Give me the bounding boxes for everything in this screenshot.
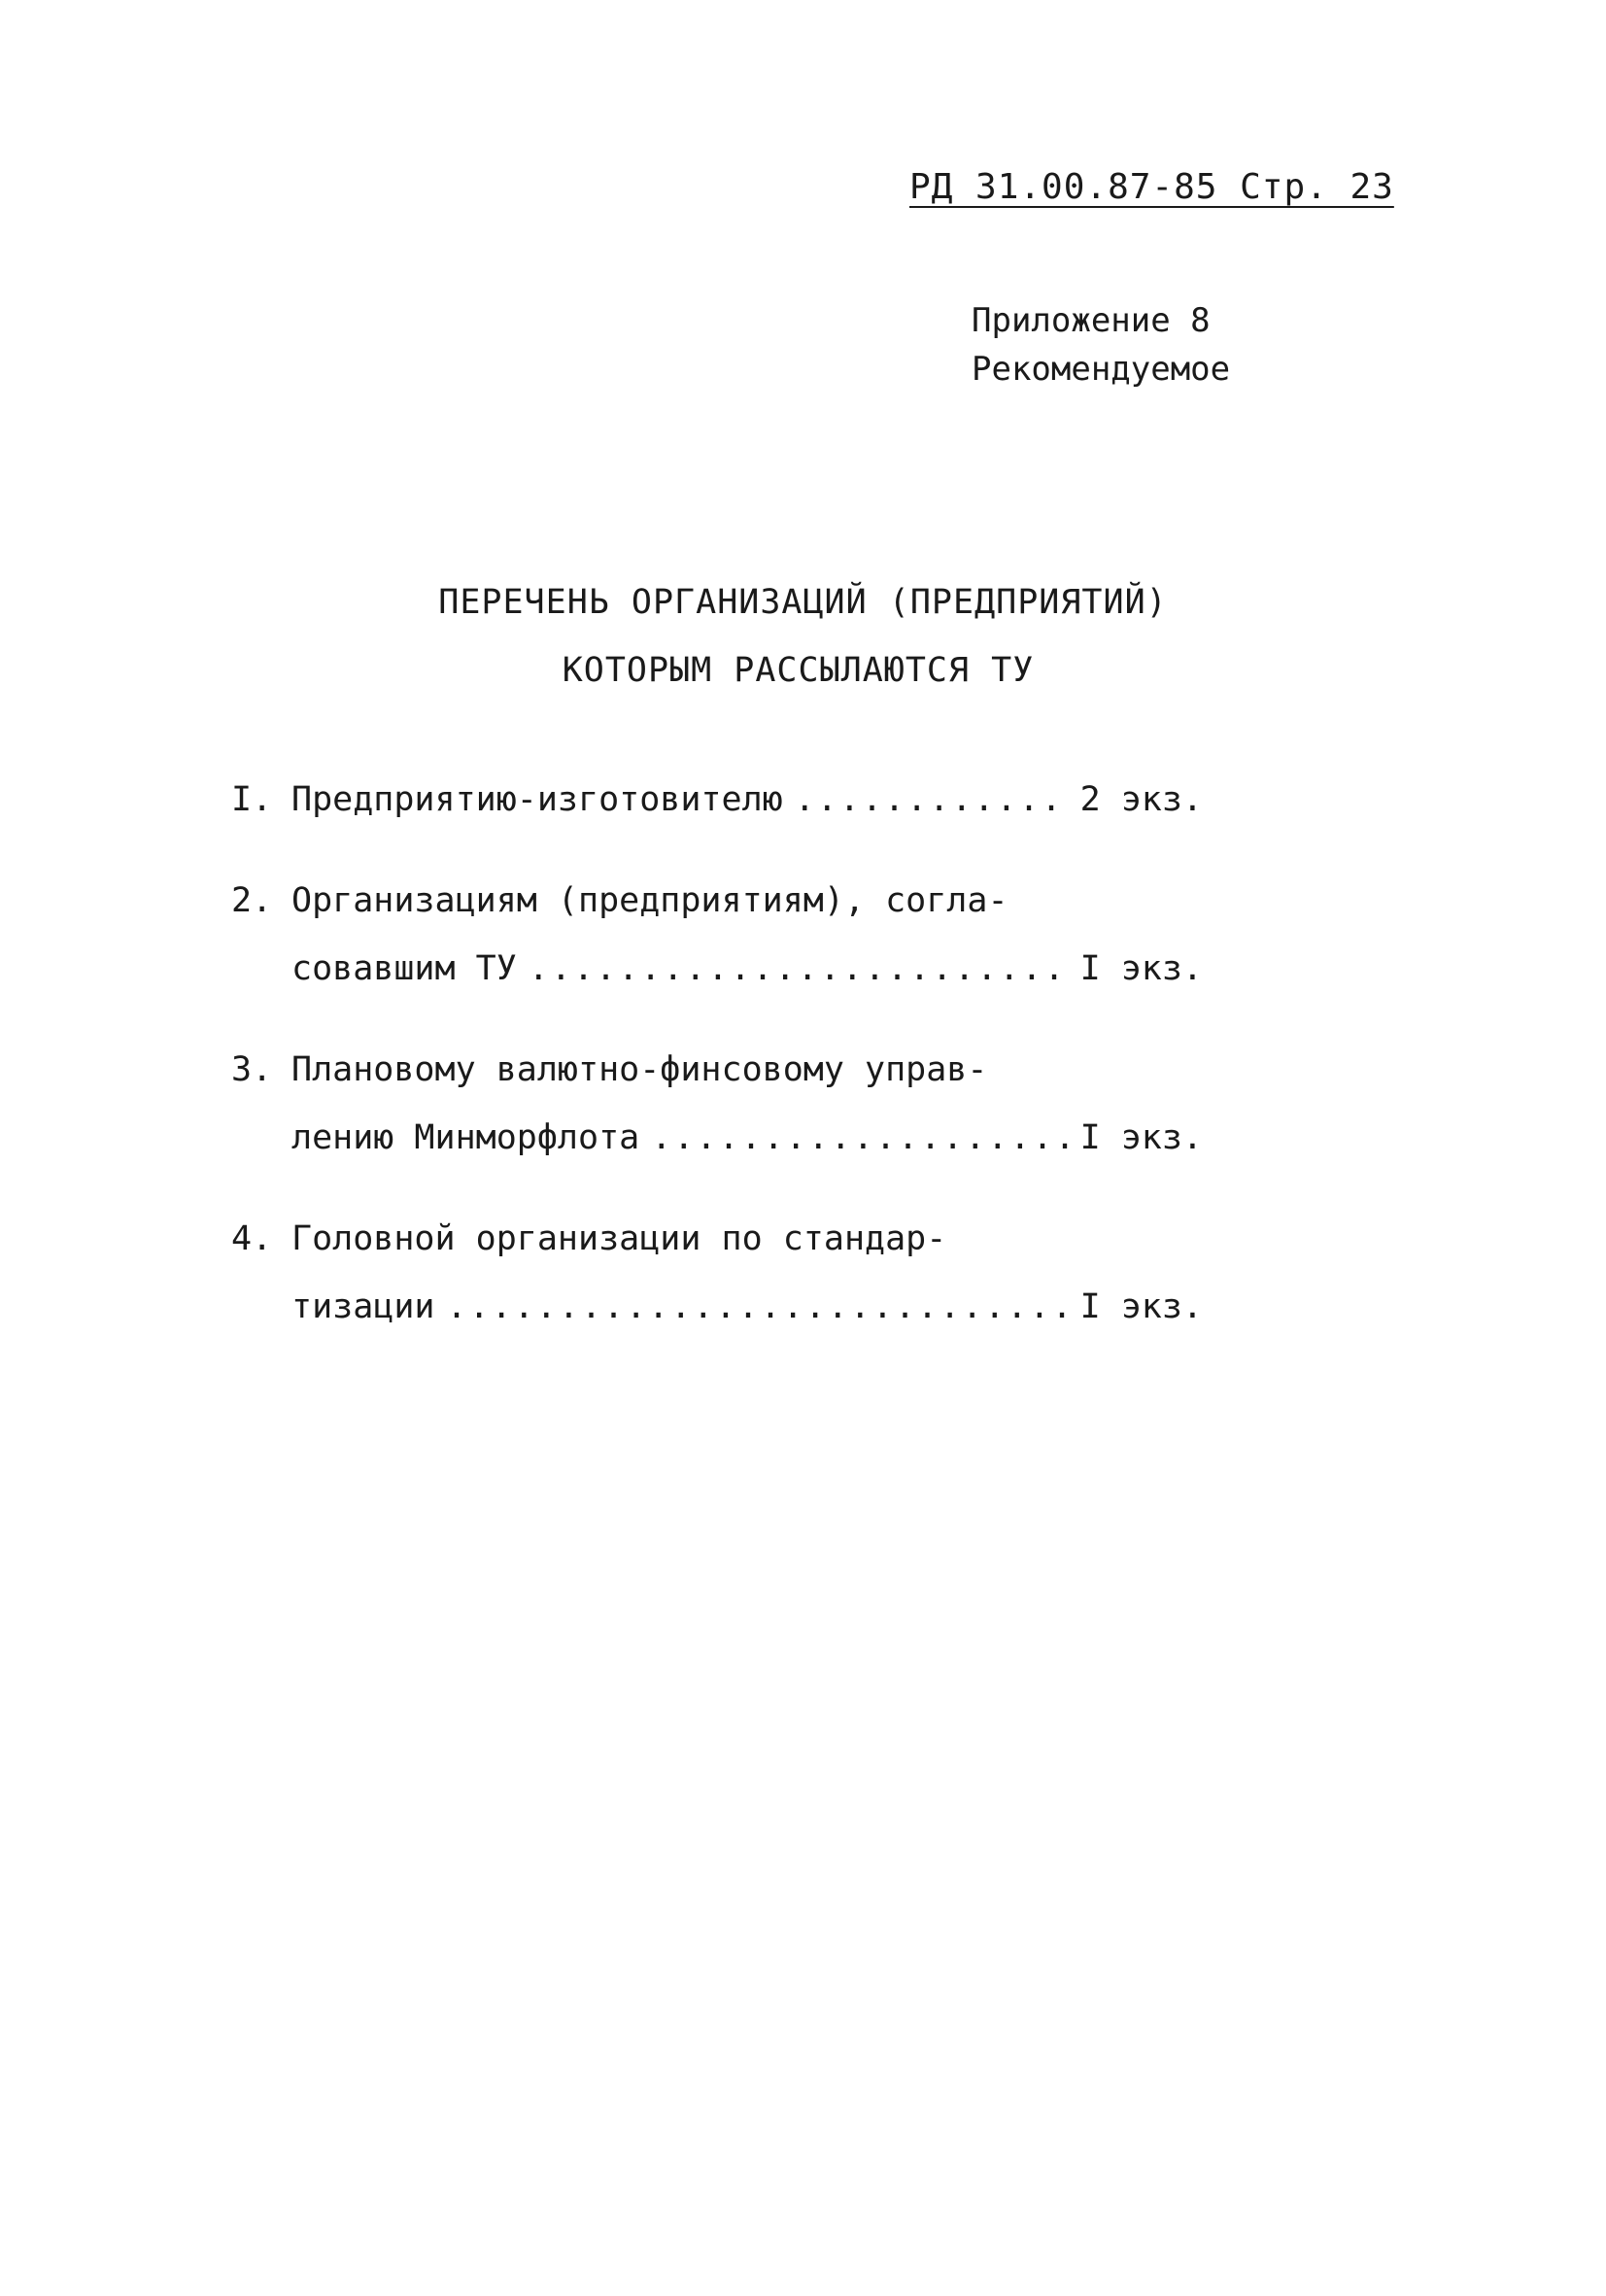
appendix-block — [972, 296, 1230, 394]
item-quantity: I экз. — [1079, 1287, 1203, 1326]
item-quantity: I экз. — [1079, 1118, 1203, 1157]
list-item-row — [231, 1205, 1203, 1273]
list-item — [231, 766, 1203, 834]
list-item-continuation — [231, 935, 1203, 1003]
list-item — [231, 867, 1203, 1003]
item-text: Головной организации по стандар- — [291, 1219, 947, 1258]
title-line-1: ПЕРЕЧЕНЬ ОРГАНИЗАЦИЙ (ПРЕДПРИЯТИЙ) — [438, 583, 1168, 622]
appendix-status: Рекомендуемое — [972, 350, 1231, 389]
item-number: 3. — [231, 1050, 273, 1089]
dot-leader — [651, 1104, 1068, 1172]
item-text-continued: тизации — [291, 1287, 435, 1326]
item-quantity: I экз. — [1079, 949, 1203, 988]
item-text: Предприятию-изготовителю — [291, 780, 783, 819]
distribution-list — [231, 766, 1203, 1374]
dot-leader — [529, 935, 1069, 1003]
appendix-label: Приложение 8 — [972, 301, 1211, 340]
item-number: 2. — [231, 881, 273, 920]
list-item — [231, 1036, 1203, 1172]
item-quantity: 2 экз. — [1079, 780, 1203, 819]
item-number: 4. — [231, 1219, 273, 1258]
item-text: Плановому валютно-финсовому управ- — [291, 1050, 988, 1089]
item-text: Организациям (предприятиям), согла- — [291, 881, 1008, 920]
list-item-continuation — [231, 1273, 1203, 1341]
document-reference: РД 31.00.87-85 Стр. 23 — [909, 167, 1394, 207]
list-item-row — [231, 766, 1203, 834]
item-text-continued: совавшим ТУ — [291, 949, 517, 988]
dot-leader — [795, 766, 1069, 834]
list-item — [231, 1205, 1203, 1341]
title-line-2: КОТОРЫМ РАССЫЛАЮТСЯ ТУ — [562, 651, 1035, 690]
list-item-row — [231, 867, 1203, 935]
dot-leader — [447, 1273, 1069, 1341]
page-title — [0, 568, 1606, 704]
item-text-continued: лению Минморфлота — [291, 1118, 640, 1157]
list-item-continuation — [231, 1104, 1203, 1172]
list-item-row — [231, 1036, 1203, 1104]
item-number: I. — [231, 780, 273, 819]
